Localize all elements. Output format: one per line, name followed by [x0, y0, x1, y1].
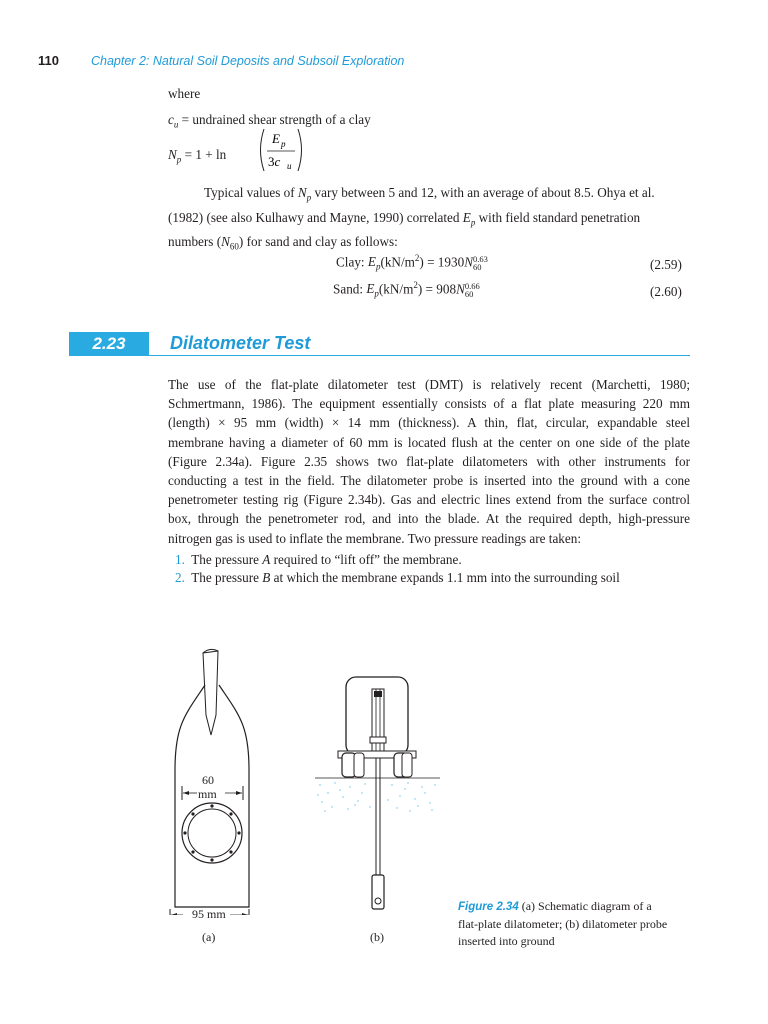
cu-definition: $c_u$ = undrained shear strength of a clay — [168, 112, 371, 130]
svg-text:u: u — [287, 161, 292, 171]
running-head: Chapter 2: Natural Soil Deposits and Subsoil Exploration — [91, 54, 405, 68]
equation-number-259: (2.59) — [650, 257, 682, 272]
figure-label-b: (b) — [370, 930, 384, 944]
section-number: 2.23 — [69, 332, 149, 356]
equation-sand: Sand: $E_p(kN/m^2) = 908N0.66$ 60 — [333, 280, 480, 300]
svg-text:3c: 3c — [268, 154, 281, 169]
np-equation: $N_p = 1 + \ln$ E p 3c u — [168, 125, 368, 175]
svg-text:p: p — [281, 139, 286, 149]
equation-clay: Clay: $E_p(kN/m^2) = 1930N0.63$ 60 — [336, 253, 488, 273]
where-text: where — [168, 86, 201, 101]
list-item: 2. The pressure B at which the membrane expands 1.1 mm into the surrounding soil — [175, 570, 620, 585]
dilatometer-blade-diagram — [165, 645, 265, 915]
probe-in-ground-diagram — [310, 675, 445, 920]
figure-caption: Figure 2.34 (a) Schematic diagram of a flat-plate dilatometer; (b) dilatometer probe inserted into ground — [458, 899, 668, 948]
equation-number-260: (2.60) — [650, 284, 682, 299]
figure-label-a: (a) — [202, 930, 216, 944]
list-item: 1. The pressure A required to “lift off” the membrane. — [175, 552, 462, 567]
svg-text:E: E — [272, 131, 280, 146]
cu-definition-text: = undrained shear strength of a clay — [181, 112, 371, 127]
section-rule — [149, 355, 690, 356]
dimension-60-label: 60 — [202, 773, 214, 787]
np-equation-text: = 1 + ln — [184, 147, 227, 162]
np-fraction — [256, 125, 306, 175]
figure-caption-label: Figure 2.34 — [458, 901, 519, 913]
section-title: Dilatometer Test — [170, 333, 311, 353]
dimension-95-label: 95 mm — [192, 907, 226, 921]
page-number: 110 — [38, 53, 59, 68]
paragraph-dilatometer: The use of the flat-plate dilatometer test (DMT) is relatively recent (Marchetti, 1980; Schmertmann, 1986). The equipment essentially consists of a flat plate measuring 220 mm (length) × 95 mm (width) × 14 mm (thickness). A thin, flat, circular, expandable steel membrane having a diameter of 60 mm is located flush at the center on one side of the plate (Figure 2.34a). Figure 2.35 shows two flat-plate dilatometers with other instruments for conducting a test in the field. The dilatometer probe is inserted into the ground with a cone penetrometer testing rig (Figure 2.34b). Gas and electric lines extend from the surface control box, through the penetrometer rod, and into the blade. At the required depth, high-pressure nitrogen gas is used to inflate the membrane. Two pressure readings are taken: — [168, 377, 690, 546]
dimension-mm-label: mm — [198, 787, 217, 801]
paragraph-typical-values: Typical values of $N_p$ vary between 5 and 12, with an average of about 8.5. Ohya et al. (1982) (see also Kulhawy and Mayne, 1990) correlated $E_p$ with field standard penetration numbers $(N_{60})$ for sand and clay as follows: — [168, 185, 655, 252]
